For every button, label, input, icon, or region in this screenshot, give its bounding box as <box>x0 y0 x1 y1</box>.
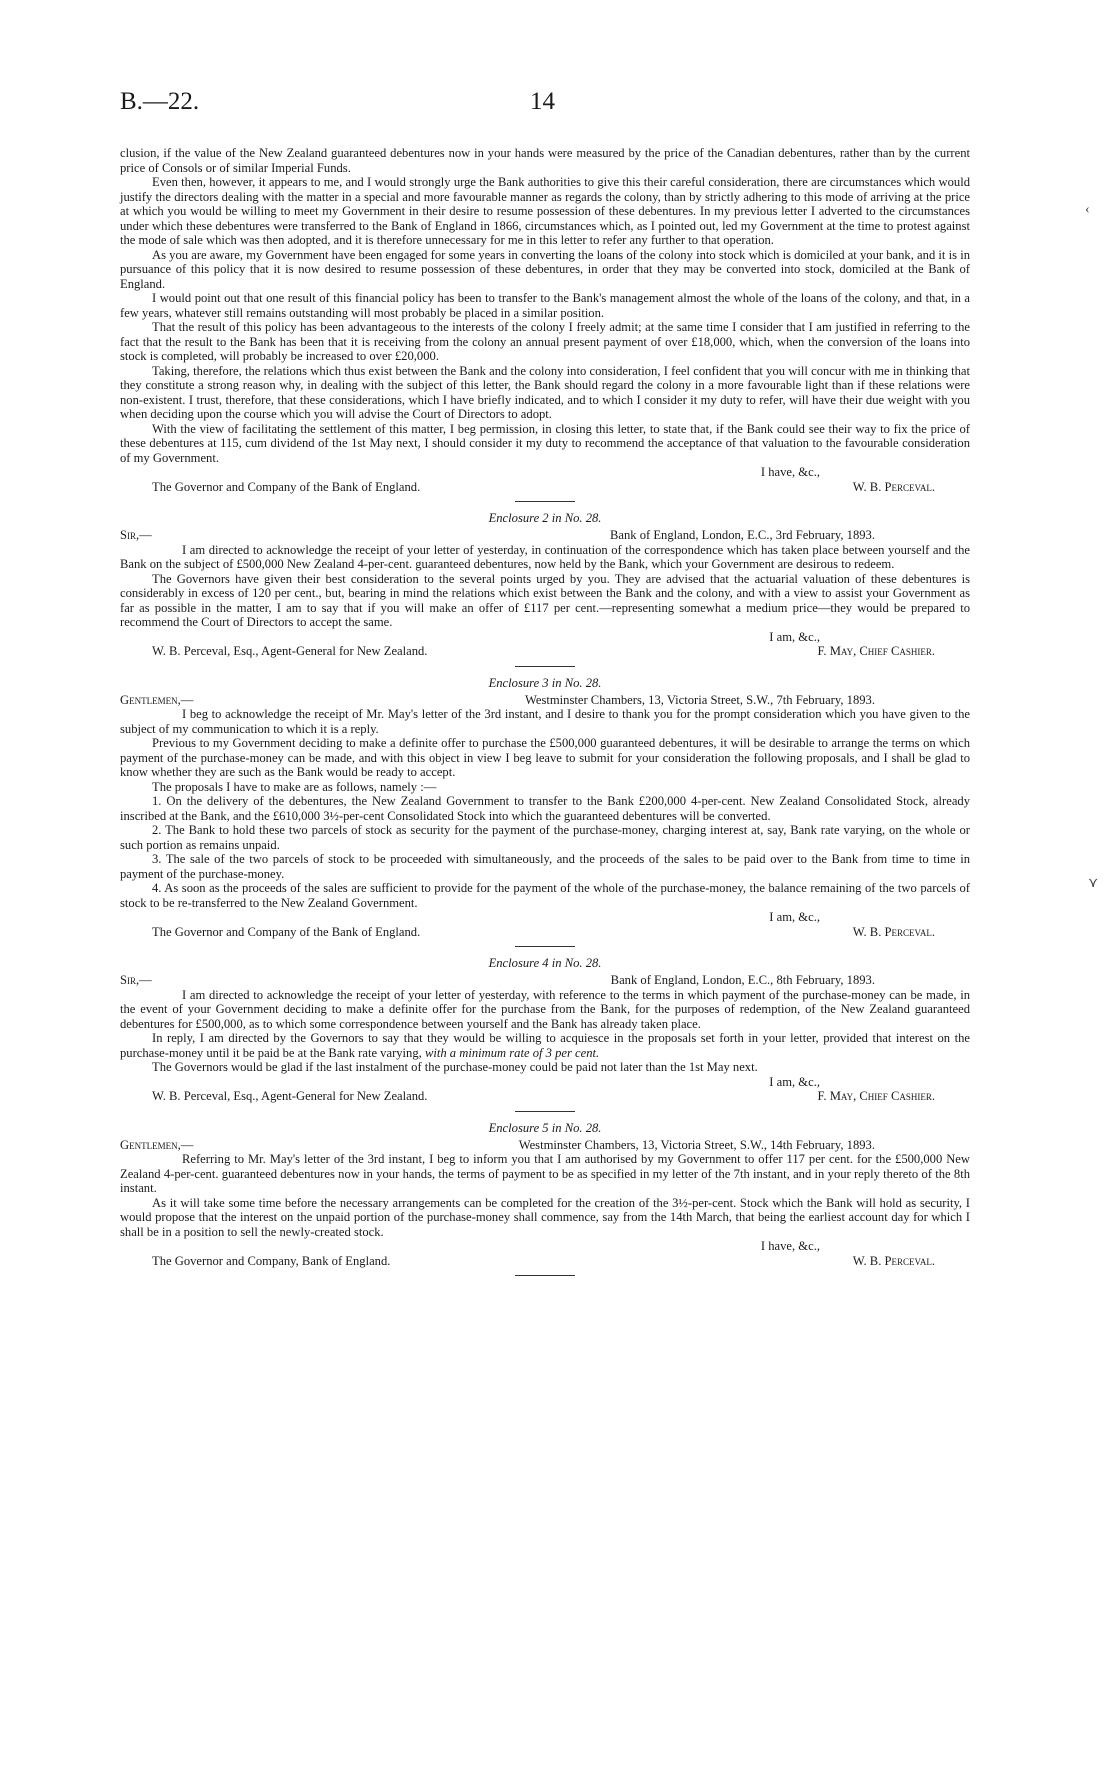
paragraph: The proposals I have to make are as follows, namely :— <box>152 779 437 794</box>
enclosure-2 <box>120 511 970 659</box>
paragraph: 3. The sale of the two parcels of stock to be proceeded with simultaneously, and the proceeds of the sales to be paid over to the Bank from time to time in payment of the purchase-money. <box>120 852 970 881</box>
enclosure-title: Enclosure 2 in No. 28. <box>488 511 602 525</box>
paragraph: 4. As soon as the proceeds of the sales are sufficient to provide for the payment of the whole of the purchase-money, the balance remaining of the two parcels of stock to be re-transferred to the New Zealand Government. <box>120 881 970 910</box>
separator-rule <box>515 501 575 502</box>
paragraph: I am directed to acknowledge the receipt of your letter of yesterday, in continuation of the correspondence which has taken place between yourself and the Bank on the subject of £500,000 New Zealand 4-per-cent. guaranteed debentures, now held by the Bank, which your Government are desirous to redeem. <box>120 542 970 571</box>
paragraph: Previous to my Government deciding to make a definite offer to purchase the £500,000 guaranteed debentures, it will be desirable to arrange the terms on which payment of the purchase-money can be made, and with this object in view I beg leave to submit for your consideration the following proposals, and I shall be glad to know whether they are such as the Bank would be ready to accept. <box>120 736 970 779</box>
addressee: The Governor and Company of the Bank of England. <box>152 479 421 494</box>
sender-address: Westminster Chambers, 13, Victoria Street, S.W., 14th February, 1893. <box>518 1137 875 1152</box>
salutation: Gentlemen,— <box>120 1137 194 1152</box>
salutation: Sir,— <box>120 528 152 542</box>
sender-address: Westminster Chambers, 13, Victoria Street, S.W., 7th February, 1893. <box>525 692 875 707</box>
salutation-row <box>120 973 970 988</box>
letter-body <box>120 146 970 465</box>
separator-rule <box>515 1275 575 1276</box>
signature-row <box>120 1089 970 1104</box>
paragraph: Taking, therefore, the relations which thus exist between the Bank and the colony into consideration, I feel confident that you will concur with me in thinking that they constitute a strong reason why, in dealing with the subject of this letter, the Bank should regard the colony in a more favourable light than if these relations were non-existent. I trust, therefore, that these considerations, which I have briefly indicated, and to which I consider it my duty to refer, will have their due weight with you when deciding upon the course which you will advise the Court of Directors to adopt. <box>120 363 970 421</box>
addressee: The Governor and Company of the Bank of England. <box>152 924 421 939</box>
paragraph: 1. On the delivery of the debentures, the New Zealand Government to transfer to the Bank £200,000 4-per-cent. New Zealand Consolidated Stock, already inscribed at the Bank, and the £610,000 3½-per-cent Consolidated Stock into which the guaranteed debentures will be converted. <box>120 794 970 823</box>
separator-rule <box>515 666 575 667</box>
document-page <box>120 88 970 1285</box>
signature: W. B. Perceval. <box>852 479 935 494</box>
margin-mark: ⋎ <box>1088 876 1099 891</box>
sender-address: Bank of England, London, E.C., 8th February, 1893. <box>610 973 875 987</box>
closing: I am, &c., <box>769 1074 820 1089</box>
letter-body <box>120 543 970 630</box>
sender-address: Bank of England, London, E.C., 3rd February, 1893. <box>609 528 875 542</box>
page-number: 14 <box>530 88 555 115</box>
paragraph: I would point out that one result of this financial policy has been to transfer to the Bank's management almost the whole of the loans of the colony, and that, in a few years, whatever still remains outstanding will most probably be placed in a similar position. <box>120 291 970 320</box>
signature-row <box>120 925 970 940</box>
enclosure-4 <box>120 956 970 1104</box>
salutation-row <box>120 693 970 708</box>
closing: I have, &c., <box>760 465 820 479</box>
enclosure-3 <box>120 676 970 940</box>
letter-body <box>120 707 970 910</box>
salutation-row <box>120 528 970 543</box>
paragraph: I am directed to acknowledge the receipt of your letter of yesterday, with reference to the terms in which payment of the purchase-money can be made, in the event of your Government deciding to make a definite offer for the purchase from the Bank, for the purposes of redemption, of the New Zealand guaranteed debentures for £500,000, as to which some correspondence between yourself and the Bank has already taken place. <box>120 987 970 1031</box>
letter-body <box>120 988 970 1075</box>
closing: I am, &c., <box>769 629 820 644</box>
paragraph <box>120 1031 970 1060</box>
salutation: Gentlemen,— <box>120 692 194 707</box>
salutation-row <box>120 1138 970 1153</box>
closing: I am, &c., <box>769 910 820 924</box>
salutation: Sir,— <box>120 973 152 987</box>
signature-row <box>120 644 970 659</box>
signature: F. May, Chief Cashier. <box>817 1089 935 1103</box>
signature: F. May, Chief Cashier. <box>817 644 935 658</box>
paragraph: As you are aware, my Government have been engaged for some years in converting the loans of the colony into stock which is domiciled at your bank, and it is in pursuance of this policy that it is now desired to resume possession of these debentures, in order that they may be converted into stock, domiciled at the Bank of England. <box>120 247 970 291</box>
addressee: W. B. Perceval, Esq., Agent-General for New Zealand. <box>152 644 428 658</box>
paragraph: That the result of this policy has been advantageous to the interests of the colony I freely admit; at the same time I consider that I am justified in referring to the fact that the result to the Bank has been that it is receiving from the colony an annual present payment of over £18,000, which, when the conversion of the loans into stock is completed, will probably be increased to over £20,000. <box>120 320 970 363</box>
enclosure-title: Enclosure 4 in No. 28. <box>488 956 602 970</box>
enclosure-title: Enclosure 5 in No. 28. <box>488 1120 602 1135</box>
italic-clause: with a minimum rate of 3 per cent. <box>424 1045 600 1060</box>
addressee: The Governor and Company, Bank of England. <box>152 1253 391 1268</box>
letter-body <box>120 1152 970 1239</box>
page-header <box>120 88 970 146</box>
separator-rule <box>515 946 575 947</box>
paragraph: I beg to acknowledge the receipt of Mr. May's letter of the 3rd instant, and I desire to thank you for the prompt consideration which you have given to the subject of my communication to which it is a reply. <box>120 707 970 736</box>
signature-row <box>120 1254 970 1269</box>
document-id: B.—22. <box>120 88 200 115</box>
addressee: W. B. Perceval, Esq., Agent-General for New Zealand. <box>152 1089 428 1103</box>
signature: W. B. Perceval. <box>852 924 935 939</box>
paragraph: With the view of facilitating the settlement of this matter, I beg permission, in closing this letter, to state that, if the Bank could see their way to fix the price of these debentures at 115, cum dividend of the 1st May next, I should consider it my duty to recommend the acceptance of that valuation to the favourable consideration of my Government. <box>120 421 970 465</box>
paragraph: As it will take some time before the necessary arrangements can be completed for the creation of the 3½-per-cent. Stock which the Bank will hold as security, I would propose that the interest on the unpaid portion of the purchase-money shall commence, say from the 14th March, that being the earliest account day for which I shall be in a position to sell the newly-created stock. <box>120 1195 970 1239</box>
signature-row <box>120 480 970 495</box>
closing: I have, &c., <box>760 1239 820 1253</box>
paragraph: Even then, however, it appears to me, and I would strongly urge the Bank authorities to give this their careful consideration, there are circumstances which would justify the directors dealing with the matter in a special and more favourable manner as regards the colony, than by strictly adhering to this mode of arriving at the price at which you would be willing to meet my Government in their desire to resume possession of these debentures. In my previous letter I adverted to the circumstances under which these debentures were transferred to the Bank of England in 1866, circumstances which, as I pointed out, led my Government at the time to protest against the mode of sale which was then adopted, and it is therefore unnecessary for me in this letter to refer any further to that operation. <box>120 175 970 247</box>
separator-rule <box>515 1111 575 1112</box>
margin-mark: ‹ <box>1085 202 1090 217</box>
signature: W. B. Perceval. <box>852 1253 935 1268</box>
paragraph: 2. The Bank to hold these two parcels of stock as security for the payment of the purchase-money, charging interest at, say, Bank rate varying, on the whole or such portion as remains unpaid. <box>120 823 970 852</box>
paragraph: The Governors have given their best consideration to the several points urged by you. They are advised that the actuarial valuation of these debentures is considerably in excess of 120 per cent., but, bearing in mind the relations which exist between the Bank and the colony, and with a view to assist your Government as far as possible in the matter, I am to say that if you will make an offer of £117 per cent.—representing somewhat a medium price—they would be prepared to recommend the Court of Directors to accept the same. <box>120 571 970 629</box>
paragraph: clusion, if the value of the New Zealand guaranteed debentures now in your hands were measured by the price of the Canadian debentures, rather than by the current price of Consols or of similar Imperial Funds. <box>120 146 970 175</box>
paragraph: The Governors would be glad if the last instalment of the purchase-money could be paid not later than the 1st May next. <box>152 1060 758 1074</box>
enclosure-5 <box>120 1121 970 1269</box>
enclosure-title: Enclosure 3 in No. 28. <box>488 675 602 690</box>
paragraph: Referring to Mr. May's letter of the 3rd instant, I beg to inform you that I am authorised by my Government to offer 117 per cent. for the £500,000 New Zealand 4-per-cent. guaranteed debentures now in your hands, the terms of payment to be as specified in my letter of the 7th instant, and in your reply thereto of the 8th instant. <box>120 1152 970 1195</box>
paragraph-text: In reply, I am directed by the Governors to say that they would be willing to acquiesce in the proposals set forth in your letter, provided that interest on the purchase-money until it be paid be at the Bank rate varying, <box>120 1031 970 1060</box>
